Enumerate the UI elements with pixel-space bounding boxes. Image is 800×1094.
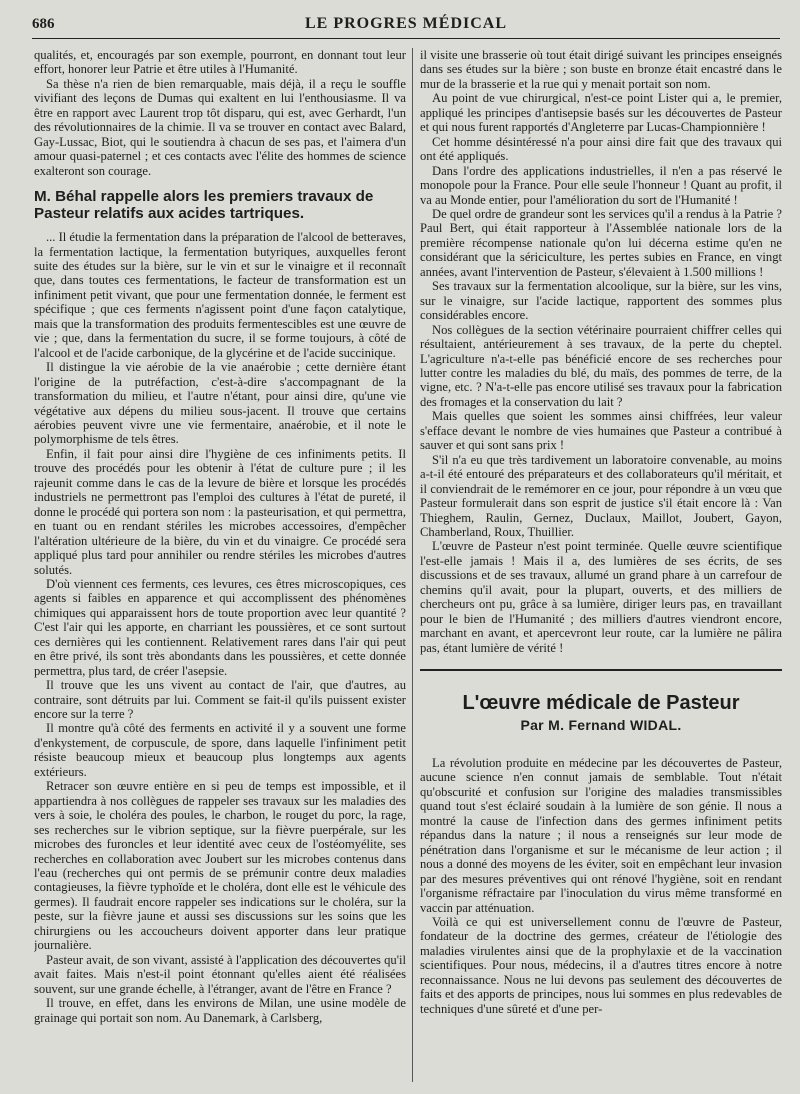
paragraph: Nos collègues de la section vétérinaire pourraient chiffrer celles qui résultaient, antérieurement à ses travaux, de la perte du cheptel. L'agriculture n'a-t-elle pas bénéficié encore de ses recherches pour lutter contre les maladies du blé, du maïs, des pommes de terre, de la vigne, etc. ? N'a-t-elle pas encore utilisé ses travaux pour la fabrication des fromages et la conservation du lait ? [420,322,782,409]
page-header [32,14,780,39]
paragraph: Pasteur avait, de son vivant, assisté à l'application des découvertes qu'il avait faites. Mais n'est-il point étonnant qu'elles aient été réalisées souvent, sur une grande échelle, à l'étranger, avant de l'être en France ? [34,952,406,996]
paragraph: Il montre qu'à côté des ferments en activité il y a souvent une forme d'enkystement, de corpuscule, de spore, dans laquelle l'infiniment petit résiste beaucoup mieux et beaucoup plus longtemps aux agents extérieurs. [34,721,406,779]
section-heading: M. Béhal rappelle alors les premiers travaux de Pasteur relatifs aux acides tartriques. [34,188,374,223]
column-divider [412,48,413,1082]
paragraph: S'il n'a eu que très tardivement un laboratoire convenable, au moins a-t-il été entouré des préparateurs et des collaborateurs qu'il méritait, et il conviendrait de le remémorer en ce jour, pour répondre à un vœu que Pasteur formulerait dans son esprit de justice s'il était encore là : Van Thieghem, Raulin, Gernez, Duclaux, Maillot, Joubert, Gayon, Chamberland, Roux, Thuillier. [420,452,782,539]
journal-title: LE PROGRES MÉDICAL [304,15,508,32]
paragraph: ... Il étudie la fermentation dans la préparation de l'alcool de betteraves, la fermentation lactique, la fermentation butyriques, auxquelles feront suite des études sur la bière, sur le vin et sur le vinaigre et il reconnaît que, dans toutes ces fermentations, le facteur de transformation est un infiniment petit vivant, que pour une fermentation donnée, le ferment est spécifique ; que ces ferments n'agissent point d'une façon catalytique, mais que la transformation des produits fermentescibles est une œuvre de vie ; que, dans la fermentation du sucre, il se forme toujours, à côté de l'alcool et de l'acide carbonique, de la glycérine et de l'acide succinique. [34,230,406,360]
paragraph: Ses travaux sur la fermentation alcoolique, sur la bière, sur les vins, sur le vinaigre, sur l'acide lactique, rapportent des sommes plus considérables encore. [420,279,782,323]
paragraph: Sa thèse n'a rien de bien remarquable, mais déjà, il a reçu le souffle vivifiant des leçons de Dumas qui exaltent en lui l'enthousiasme. Il va être en rapport avec Laurent trop tôt disparu, qui est, avec Gerhardt, l'un des révolutionnaires de la chimie. Il va se trouver en contact avec Balard, Gay-Lussac, Biot, qui le soutiendra à chacun de ses pas, et l'aimera d'un amour quasi-paternel ; et ces contacts avec l'élite des hommes de science exalteront son courage. [34,76,406,178]
paragraph: il visite une brasserie où tout était dirigé suivant les principes enseignés dans ses études sur la bière ; son buste en bronze était encastré dans le mur de la brasserie et la rue qui y menait portait son nom. [420,48,782,91]
page-number: 686 [32,16,55,32]
paragraph: L'œuvre de Pasteur n'est point terminée. Quelle œuvre scientifique l'est-elle jamais ! Mais il a, des lumières de ses écrits, de ses discussions et de ses travaux, allumé un grand phare à un carrefour de chemins qu'il avait, pour la plupart, ouverts, et des milliers de chercheurs ont pu, grâce à sa lumière, diriger leurs pas, en travaillant pour le bien de l'Humanité ; des milliers d'autres viendront encore, marchant en avant, et apercevront leur route, car la lumière ne pâlira pas, étant lumière de vérité ! [420,539,782,655]
paragraph: De quel ordre de grandeur sont les services qu'il a rendus à la Patrie ? Paul Bert, qui était rapporteur à l'Assemblée nationale lors de la première récompense nationale qu'on lui décerna estime qu'en ne considérant que la sériciculture, les pertes subies en France, en vingt années, avant l'intervention de Pasteur, s'élevaient à 1.500 millions ! [420,206,782,279]
right-column [420,48,782,1084]
paragraph: Cet homme désintéressé n'a pour ainsi dire fait que des travaux qui ont été appliqués. [420,134,782,164]
paragraph: Il trouve, en effet, dans les environs de Milan, une usine modèle de grainage qui portait son nom. Au Danemark, à Carlsberg, [34,996,406,1025]
paragraph: Retracer son œuvre entière en si peu de temps est impossible, et il appartiendra à nos collègues de rappeler ses travaux sur les maladies des vers à soie, le choléra des poules, le charbon, le rouget du porc, la rage, ses recherches sur le vibrion septique, sur la fièvre puerpérale, sur les microbes des furoncles et leur identité avec ceux de l'ostéomyélite, ses recherches en collaboration avec Joubert sur les microbes contenus dans l'eau (recherches qui ont permis de se prémunir contre deux maladies contagieuses, la fièvre typhoïde et le choléra, dont elle est le véhicule des germes). Il faudrait encore rappeler ses indications sur le choléra, sur la peste, sur la fièvre jaune et aussi ses discussions sur les soins que les chirurgiens ou les accoucheurs doivent apporter dans leur pratique journalière. [34,779,406,953]
article-byline: Par M. Fernand WIDAL. [520,717,682,734]
paragraph: Voilà ce qui est universellement connu de l'œuvre de Pasteur, fondateur de la doctrine des germes, créateur de l'étiologie des maladies virulentes ainsi que de la prophylaxie et de la vaccination scientifiques. Pour nous, médecins, il a d'autres titres encore à notre reconnaissance. Nous ne lui devons pas seulement des découvertes de faits et des apports de principes, nous lui sommes en plus redevables de techniques d'une sûreté et d'une per- [420,915,782,1016]
paragraph: Il trouve que les uns vivent au contact de l'air, que d'autres, au contraire, sont détruits par lui. Comment se fait-il qu'ils puissent exister encore sur la terre ? [34,678,406,722]
paragraph: qualités, et, encouragés par son exemple, pourront, en donnant tout leur effort, honorer leur Patrie et être utiles à l'Humanité. [34,48,406,77]
left-column [34,48,406,1084]
paragraph: Dans l'ordre des applications industrielles, il n'en a pas réservé le monopole pour la France. Pour elle seule l'honneur ! Quant au profit, il va au Monde entier, pour l'amélioration du sort de l'Humanité ! [420,163,782,207]
article-separator [420,669,782,671]
paragraph: La révolution produite en médecine par les découvertes de Pasteur, aucune science n'en connut jamais de semblable. Tout n'était qu'obscurité et confusion sur l'origine des maladies transmissibles quand tout s'est éclairé soudain à la lumière de son génie. Il nous a montré la cause de l'infection dans des germes infiniment petits répandus dans la nature ; il nous a renseignés sur leur mode de pénétration dans l'organisme et sur le mécanisme de leur action ; il nous a donné des moyens de les éviter, soit en empêchant leur invasion par des mesures préventives qui ont rénové l'hygiène, soit en rendant l'organisme réfractaire par l'inoculation du virus même transformé en vaccin par atténuation. [420,756,782,915]
article-title: L'œuvre médicale de Pasteur [462,692,740,715]
paragraph: D'où viennent ces ferments, ces levures, ces êtres microscopiques, ces agents si faibles en apparence et qui accomplissent des phénomènes chimiques qui apparaissent hors de toute proportion avec leur quantité ? C'est l'air qui les apporte, en charriant les poussières, et ce sont surtout ces dernières qui les contiennent. Relativement rares dans l'air qui peut en être privé, ils sont très abondants dans les poussières, et cette donnée permettra, plus tard, de créer l'asepsie. [34,576,406,678]
paragraph: Au point de vue chirurgical, n'est-ce point Lister qui a, le premier, appliqué les principes d'antisepsie basés sur les découvertes de Pasteur et qui nous furent rapportés d'Angleterre par Lucas-Championnière ! [420,91,782,135]
paragraph: Mais quelles que soient les sommes ainsi chiffrées, leur valeur s'efface devant le nombre de vies humaines que Pasteur a contribué à sauver et qui sont sans prix ! [420,409,782,453]
paragraph: Il distingue la vie aérobie de la vie anaérobie ; cette dernière étant l'origine de la putréfaction, c'est-à-dire s'accompagnant de la transformation du milieu, et l'autre n'étant, pour ainsi dire, qu'une vie végétative aux dépens du milieu sous-jacent. Il trouve que certains aérobies peuvent vivre une vie fermentaire, anaérobie, et il note le polymorphisme de tels êtres. [34,360,406,447]
paragraph: Enfin, il fait pour ainsi dire l'hygiène de ces infiniments petits. Il trouve des procédés pour les obtenir à l'état de culture pure ; il les rajeunit comme dans le cas de la levure de bière et lorsque les procédés industriels ne permettront pas l'emploi des cultures à l'état de pureté, il donne le procédé qui portera son nom : la pasteurisation, et qui permettra, en tuant ou en rendant stériles les microbes accessoires, d'empêcher l'altération ultérieure de la bière, du vin et du vinaigre. Ce procédé sera appliqué plus tard pour annihiler ou rendre stériles les microbes d'autres solutés. [34,446,406,577]
